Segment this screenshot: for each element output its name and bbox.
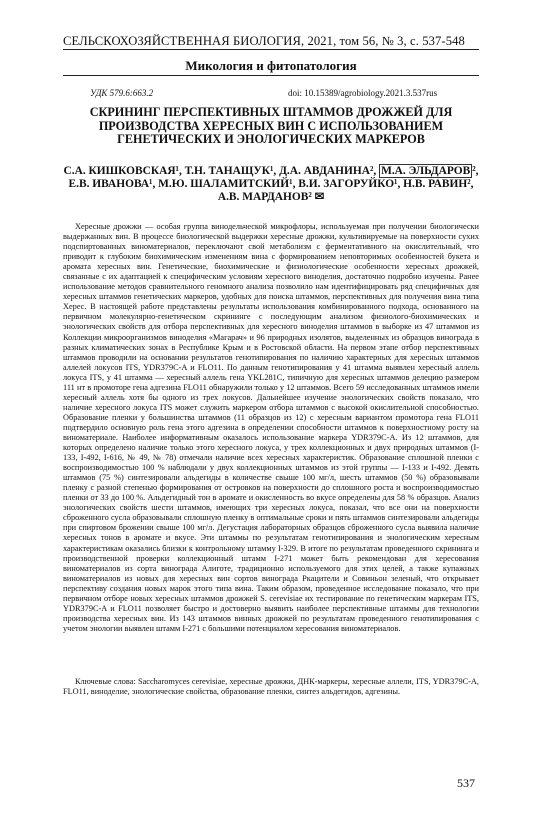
keywords: Ключевые слова: Saccharomyces cerevisiae, хересные дрожжи, ДНК-маркеры, хересные аллели, ITS, YDR379C-A, FLO11, виноделие, энологические свойства, образование пленки, синтез альдегидов, адгезины.	[63, 677, 479, 697]
doi-link[interactable]: doi: 10.15389/agrobiology.2021.3.537rus	[288, 88, 438, 98]
udk-code: УДК 579.6:663.2	[90, 88, 154, 98]
abstract-text: Хересные дрожжи — особая группа винодельческой микрофлоры, используемая при получении биологически выдержанных вин. В процессе биологической выдержки хересные дрожжи, культивируемые на поверхности сухих подспиртованных виноматериалов, переключают свой метаболизм с ферментативного на окислительный, что приводит к глубоким биохимическим изменениям вина с формированием неповторимых особенностей букета и аромата хересных вин. Генетические, биохимические и физиологические особенности хересных дрожжей, связанные с их адаптацией к специфическим условиям хересного виноделия, достаточно подробно изучены. Ранее использование методов сравнительного геномного анализа позволило нам идентифицировать ряд специфичных для хересных штаммов генетических маркеров, удобных для поиска штаммов, перспективных для получения вина типа Херес. В настоящей работе представлены результаты использования комбинированного подхода, основанного на первичном молекулярно-генетическом скрининге с последующим анализом физиолого-биохимических и энологических свойств для отбора перспективных для хересного виноделия штаммов в выборке из 47 штаммов из Коллекции микроорганизмов виноделия «Магарач» и 96 природных изолятов, выделенных из образцов винограда в разных климатических зонах в Республике Крым и в Ростовской области. На первом этапе отбор перспективных штаммов проводили на основании результатов генотипирования по наличию характерных для хересных штаммов аллелей локусов ITS, YDR379C-A и FLO11. По данным генотипирования у 41 штамма выявлен хересный аллель локуса ITS, у 41 штамма — хересный аллель гена YKL281C, типичную для хересных штаммов делецию размером 111 нт в промоторе гена адгезина FLO11 обнаружили только у 12 штаммов. Всего 59 исследованных штаммов имели хересный аллель хотя бы одного из трех локусов. Дальнейшее изучение энологических свойств показало, что наличие хересного локуса ITS может служить маркером отбора штаммов с высокой окислительной способностью. Образование пленки у большинства штаммов (11 образцов из 12) с хересным вариантом промотора гена FLO11 подтвердило основную роль гена этого адгезина в определении способности штаммов к поверхностному росту на виноматериале. Наиболее информативным оказалось использование маркера YDR379C-A. Из 12 штаммов, для которых определено наличие только этого хересного локуса, у трех коллекционных и двух природных штаммов (I-133, I-492, I-616, № 49, № 78) отмечали наличие всех хересных характеристик. Образование сплошной пленки с воспроизводимостью 100 % наблюдали у двух коллекционных штаммов из этой группы — I-133 и I-492. Девять штаммов (75 %) синтезировали альдегиды в количестве свыше 100 мг/л, шесть штаммов (50 %) образовывали пленку с разной степенью формирования от островков на поверхности до сплошного роста и воспроизводимостью пленки от 33 до 100 %. Альдегидный тон в аромате и окисленность во вкусе определены для 58 % образцов. Анализ энологических свойств шести штаммов, имеющих три хересных локуса, показал, что все они на поверхности сброженного сусла образовывали сплошную пленку в оптимальные сроки и пять штаммов синтезировали альдегиды при спиртовом брожении свыше 100 мг/л. Дегустация лабораторных образцов сброженного сусла выявила наличие хересных тонов в аромате и вкусе. Эти штаммы по результатам генотипирования и энологическим хересным характеристикам оказались близки к контрольному штамму I-329. В итоге по результатам проведенного скрининга и производственной проверки коллекционный штамм I-271 может быть рекомендован для хересования виноматериалов из сорта винограда Алиготе, традиционно используемого для этих целей, а также купажных виноматериалов из новых для хересных вин сортов винограда Ркацители и Совиньон зеленый, что открывает перспективу создания новых марок этого типа вина. Таким образом, проведенное исследование показало, что при первичном отборе новых хересных штаммов дрожжей S. cerevisiae их тестирование по генетическим маркерам ITS, YDR379C-A и FLO11 позволяет быстро и достоверно выявить наиболее перспективные штаммы для технологии производства хересных вин. Из 143 штаммов винных дрожжей по результатам проведенного генотипирования с учетом энологии выявлен штамм I-271 с большими потенциалом хересования виноматериалов.	[63, 222, 479, 633]
header-rule	[63, 49, 479, 50]
section-rule	[63, 75, 479, 76]
journal-header: СЕЛЬСКОХОЗЯЙСТВЕННАЯ БИОЛОГИЯ, 2021, том 56, № 3, с. 537-548	[63, 34, 465, 48]
page-number: 537	[457, 776, 475, 790]
authors-part2: ², Е.В. ИВАНОВА¹, М.Ю. ШАЛАМИТСКИЙ¹, В.И. ЗАГОРУЙКО¹, Н.В. РАВИН², А.В. МАРДАНОВ² ✉	[68, 165, 479, 203]
section-title: Микология и фитопатология	[185, 58, 357, 73]
boxed-author: М.А. ЭЛЬДАРОВ	[381, 165, 471, 177]
article-title: СКРИНИНГ ПЕРСПЕКТИВНЫХ ШТАММОВ ДРОЖЖЕЙ ДЛЯ ПРОИЗВОДСТВА ХЕРЕСНЫХ ВИН С ИСПОЛЬЗОВАНИЕМ ГЕНЕТИЧЕСКИХ И ЭНОЛОГИЧЕСКИХ МАРКЕРОВ	[89, 105, 453, 147]
authors	[63, 165, 479, 204]
authors-part1: С.А. КИШКОВСКАЯ¹, Т.Н. ТАНАЩУК¹, Д.А. АВДАНИНА²,	[63, 165, 380, 177]
